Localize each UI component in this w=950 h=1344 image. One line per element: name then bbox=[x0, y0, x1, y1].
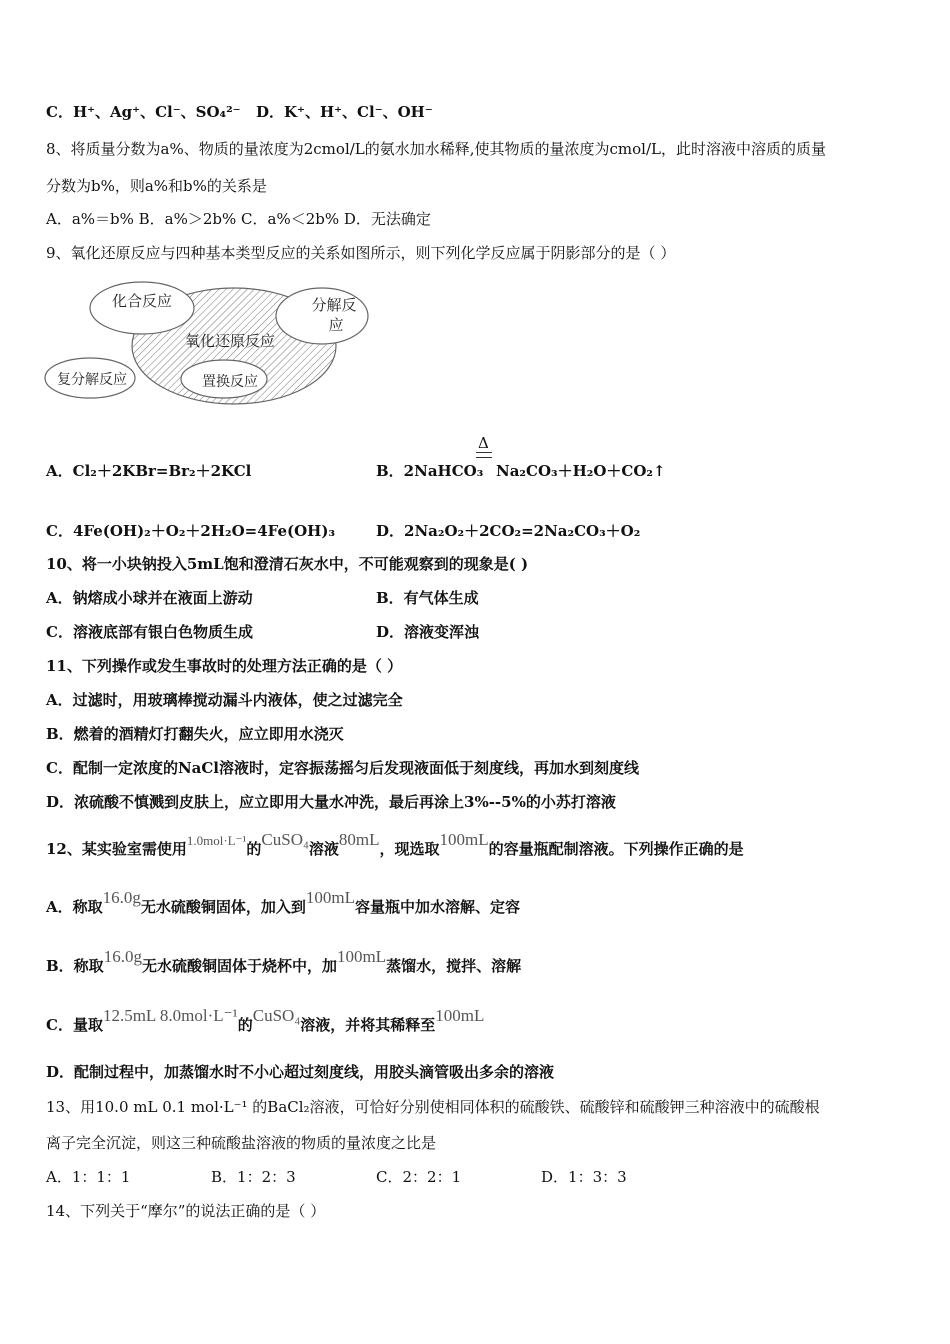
q12-concentration: 1.0mol·L⁻¹ bbox=[186, 833, 247, 848]
q10-option-a: A．钠熔成小球并在液面上游动 bbox=[46, 589, 253, 607]
double-decomposition-label: 复分解反应 bbox=[57, 372, 127, 388]
q9-option-a: A．Cl₂＋2KBr=Br₂＋2KCl bbox=[46, 462, 252, 480]
q11-stem: 11、下列操作或发生事故时的处理方法正确的是（ ） bbox=[46, 657, 403, 675]
q12-a-mass: 16.0g bbox=[102, 888, 141, 907]
q13-stem-line1: 13、用10.0 mL 0.1 mol·L⁻¹ 的BaCl₂溶液，可恰好分别使相同体积的硫酸铁、硫酸锌和硫酸钾三种溶液中的硫酸根 bbox=[46, 1098, 820, 1116]
q9-option-c: C．4Fe(OH)₂＋O₂＋2H₂O=4Fe(OH)₃ bbox=[46, 522, 336, 540]
q12-volume-80: 80mL bbox=[338, 830, 380, 849]
q12-option-c bbox=[46, 1006, 485, 1035]
q12-b-text3: 蒸馏水，搅拌、溶解 bbox=[386, 957, 522, 975]
q7-option-d: D．K⁺、H⁺、Cl⁻、OH⁻ bbox=[256, 103, 433, 121]
q12-a-text1: A．称取 bbox=[46, 898, 103, 916]
q12-a-text2: 无水硫酸铜固体，加入到 bbox=[140, 898, 306, 916]
q9-option-b-left: B．2NaHCO₃ bbox=[376, 462, 484, 480]
delta-symbol: Δ bbox=[478, 434, 489, 452]
q9-option-d: D．2Na₂O₂＋2CO₂=2Na₂CO₃＋O₂ bbox=[376, 522, 641, 540]
decomposition-label-2: 应 bbox=[328, 316, 344, 334]
q12-b-text2: 无水硫酸铜固体于烧杯中，加 bbox=[141, 957, 337, 975]
q12-formula: CuSO₄ bbox=[261, 830, 309, 849]
q8-stem-line1: 8、将质量分数为a%、物质的量浓度为2cmol/L的氨水加水稀释,使其物质的量浓度为cmol/L，此时溶液中溶质的质量 bbox=[46, 140, 826, 158]
q12-stem-part3: 溶液 bbox=[308, 840, 339, 858]
q12-c-volume-concentration: 12.5mL 8.0mol·L⁻¹ bbox=[102, 1006, 238, 1025]
q14-stem: 14、下列关于“摩尔”的说法正确的是（ ） bbox=[46, 1202, 326, 1220]
q7-option-c: C．H⁺、Ag⁺、Cl⁻、SO₄²⁻ bbox=[46, 103, 241, 121]
q12-volume-100: 100mL bbox=[439, 830, 489, 849]
q12-b-mass: 16.0g bbox=[103, 947, 142, 966]
q12-b-volume: 100mL bbox=[336, 947, 387, 966]
q12-a-text3: 容量瓶中加水溶解、定容 bbox=[355, 898, 521, 916]
q12-option-b bbox=[46, 947, 522, 976]
q12-a-volume: 100mL bbox=[305, 888, 356, 907]
q13-option-b: B．1：2：3 bbox=[211, 1168, 296, 1186]
displacement-label: 置换反应 bbox=[202, 374, 258, 390]
q10-option-d: D．溶液变浑浊 bbox=[376, 623, 480, 641]
heating-equals-sign bbox=[476, 452, 492, 458]
q12-c-text3: 溶液，并将其稀释至 bbox=[300, 1016, 436, 1034]
q10-option-b: B．有气体生成 bbox=[376, 589, 479, 607]
q8-options: A．a%＝b% B．a%＞2b% C．a%＜2b% D．无法确定 bbox=[46, 210, 431, 228]
q9-option-b-right: Na₂CO₃＋H₂O＋CO₂↑ bbox=[496, 462, 666, 480]
q12-stem-part2: 的 bbox=[246, 840, 262, 858]
q11-option-a: A．过滤时，用玻璃棒搅动漏斗内液体，使之过滤完全 bbox=[46, 691, 403, 709]
q12-stem-part4: ，现选取 bbox=[379, 840, 440, 858]
q8-stem-line2: 分数为b%，则a%和b%的关系是 bbox=[46, 177, 267, 195]
q13-option-a: A．1：1：1 bbox=[46, 1168, 131, 1186]
combination-label: 化合反应 bbox=[111, 292, 173, 310]
decomposition-label-1: 分解反 bbox=[311, 296, 357, 314]
q12-b-text1: B．称取 bbox=[46, 957, 104, 975]
q9-stem: 9、氧化还原反应与四种基本类型反应的关系如图所示，则下列化学反应属于阴影部分的是（ ） bbox=[46, 244, 676, 262]
q12-c-text2: 的 bbox=[237, 1016, 253, 1034]
redox-label: 氧化还原反应 bbox=[184, 332, 276, 350]
q12-c-formula: CuSO₄ bbox=[252, 1006, 301, 1025]
q12-c-final-volume: 100mL bbox=[435, 1006, 485, 1025]
q12-stem bbox=[46, 830, 744, 860]
q12-option-d: D．配制过程中，加蒸馏水时不小心超过刻度线，用胶头滴管吸出多余的溶液 bbox=[46, 1063, 555, 1081]
q13-option-d: D．1：3：3 bbox=[541, 1168, 627, 1186]
reaction-venn-diagram bbox=[44, 280, 374, 410]
q11-option-c: C．配制一定浓度的NaCl溶液时，定容振荡摇匀后发现液面低于刻度线，再加水到刻度线 bbox=[46, 759, 640, 777]
q11-option-b: B．燃着的酒精灯打翻失火，应立即用水浇灭 bbox=[46, 725, 344, 743]
q12-option-a bbox=[46, 888, 521, 917]
q10-option-c: C．溶液底部有银白色物质生成 bbox=[46, 623, 253, 641]
q10-stem: 10、将一小块钠投入5mL饱和澄清石灰水中，不可能观察到的现象是( ) bbox=[46, 555, 529, 573]
q11-option-d: D．浓硫酸不慎溅到皮肤上，应立即用大量水冲洗，最后再涂上3%--5%的小苏打溶液 bbox=[46, 793, 616, 811]
q12-stem-part1: 12、某实验室需使用 bbox=[46, 840, 187, 858]
q12-c-text1: C．量取 bbox=[46, 1016, 103, 1034]
q13-stem-line2: 离子完全沉淀，则这三种硫酸盐溶液的物质的量浓度之比是 bbox=[46, 1134, 437, 1152]
q13-option-c: C．2：2：1 bbox=[376, 1168, 462, 1186]
q12-stem-part5: 的容量瓶配制溶液。下列操作正确的是 bbox=[488, 840, 744, 858]
